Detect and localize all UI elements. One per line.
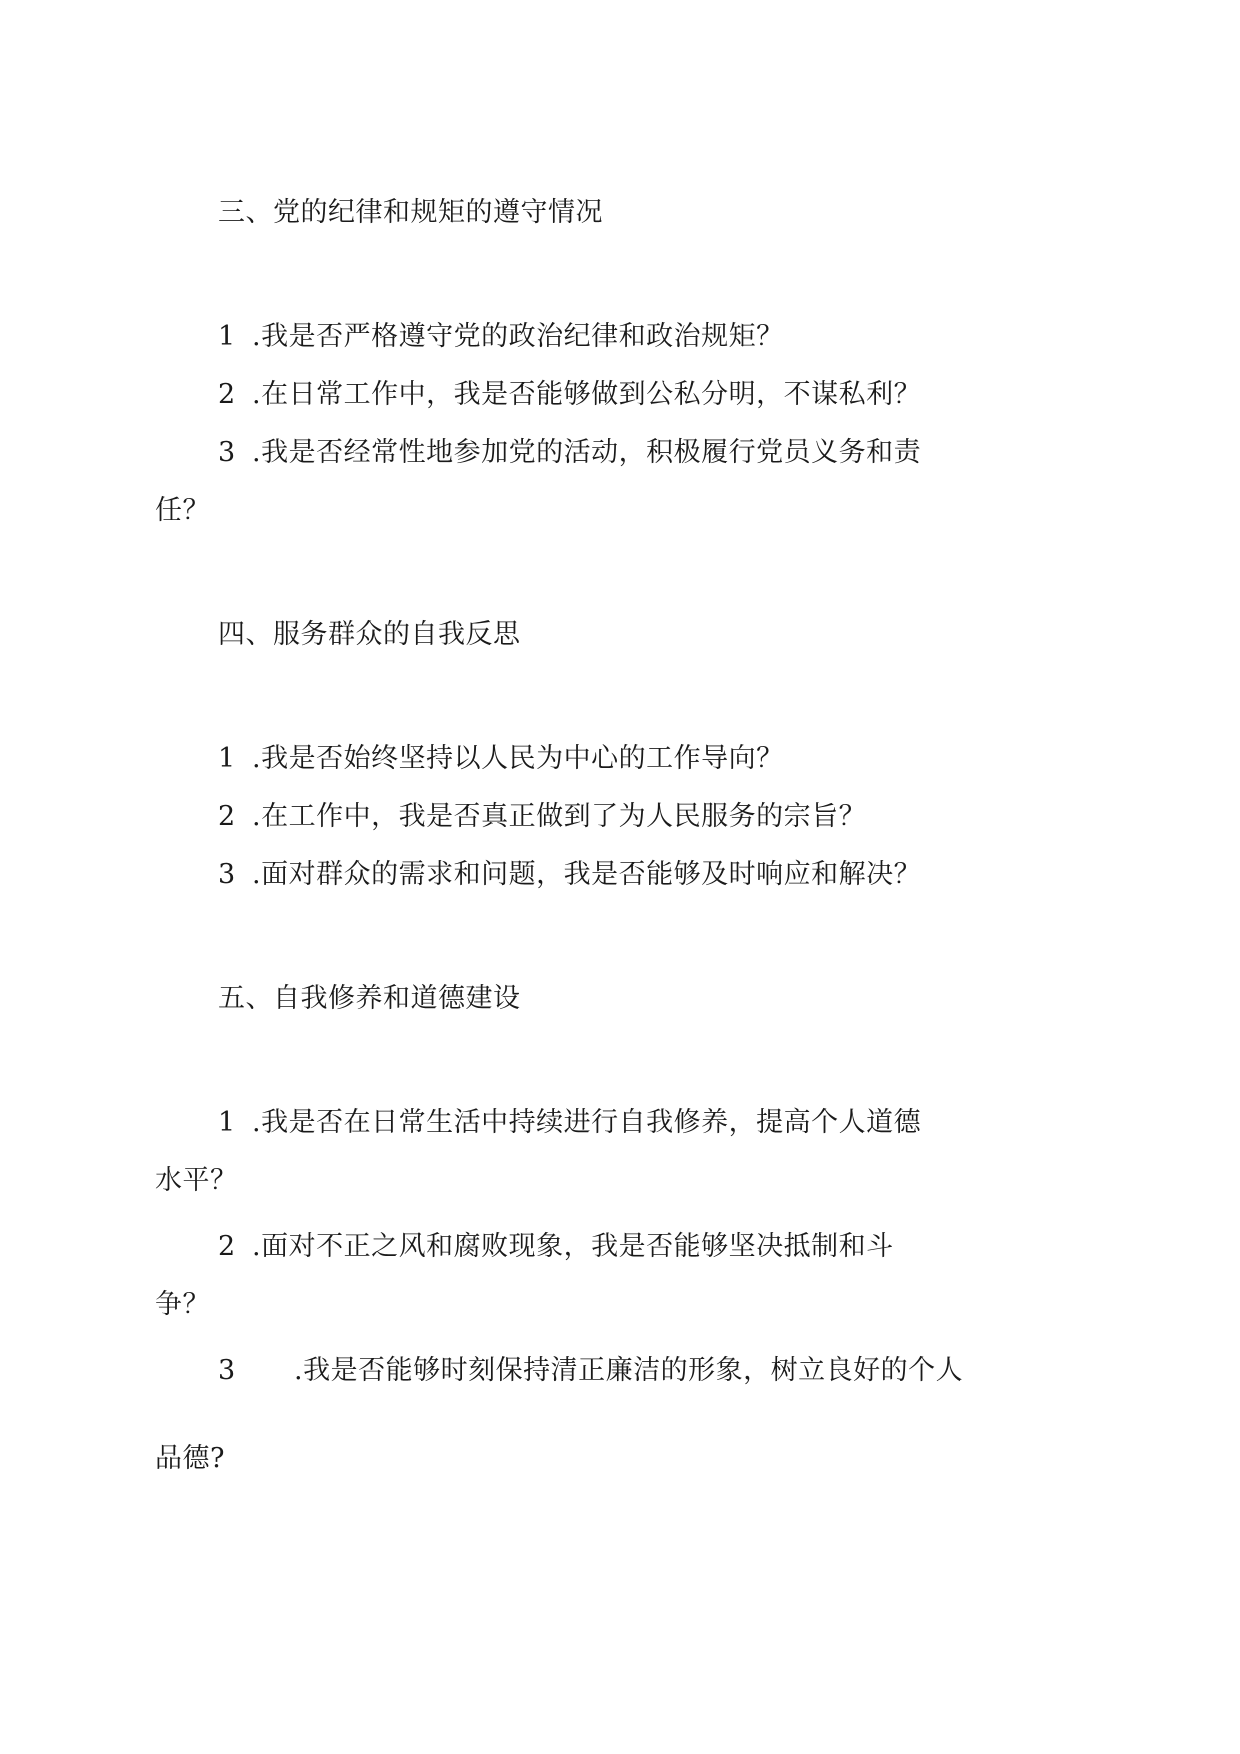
item-number: 3 — [218, 437, 236, 468]
list-item — [218, 1106, 921, 1140]
list-item — [218, 858, 921, 892]
list-item — [218, 320, 784, 354]
item-continuation: 任？ — [155, 495, 210, 526]
item-number: 3 — [218, 1355, 236, 1386]
list-item — [218, 742, 784, 776]
item-text: .我是否能够时刻保持清正廉洁的形象，树立良好的个人 — [294, 1355, 964, 1386]
section-heading-4: 四、服务群众的自我反思 — [218, 619, 521, 650]
item-number: 2 — [218, 801, 236, 832]
item-continuation: 争？ — [155, 1289, 210, 1320]
item-text: .我是否经常性地参加党的活动，积极履行党员义务和责 — [252, 437, 922, 468]
item-text: .在工作中，我是否真正做到了为人民服务的宗旨？ — [252, 801, 867, 832]
item-number: 1 — [218, 743, 236, 774]
section-heading-3: 三、党的纪律和规矩的遵守情况 — [218, 197, 603, 228]
list-item — [218, 1354, 963, 1388]
item-text: .面对不正之风和腐败现象，我是否能够坚决抵制和斗 — [252, 1231, 894, 1262]
item-number: 2 — [218, 379, 236, 410]
item-text: .我是否在日常生活中持续进行自我修养，提高个人道德 — [252, 1107, 922, 1138]
item-number: 3 — [218, 859, 236, 890]
item-continuation: 水平？ — [155, 1165, 238, 1196]
item-number: 1 — [218, 1107, 236, 1138]
item-continuation: 品德? — [155, 1443, 225, 1474]
item-text: .面对群众的需求和问题，我是否能够及时响应和解决？ — [252, 859, 922, 890]
list-item — [218, 800, 866, 834]
item-number: 2 — [218, 1231, 236, 1262]
list-item — [218, 436, 921, 470]
section-heading-5: 五、自我修养和道德建设 — [218, 983, 521, 1014]
item-text: .我是否严格遵守党的政治纪律和政治规矩？ — [252, 321, 784, 352]
item-number: 1 — [218, 321, 236, 352]
item-text: .在日常工作中，我是否能够做到公私分明，不谋私利？ — [252, 379, 922, 410]
item-text: .我是否始终坚持以人民为中心的工作导向？ — [252, 743, 784, 774]
list-item — [218, 1230, 894, 1264]
list-item — [218, 378, 921, 412]
